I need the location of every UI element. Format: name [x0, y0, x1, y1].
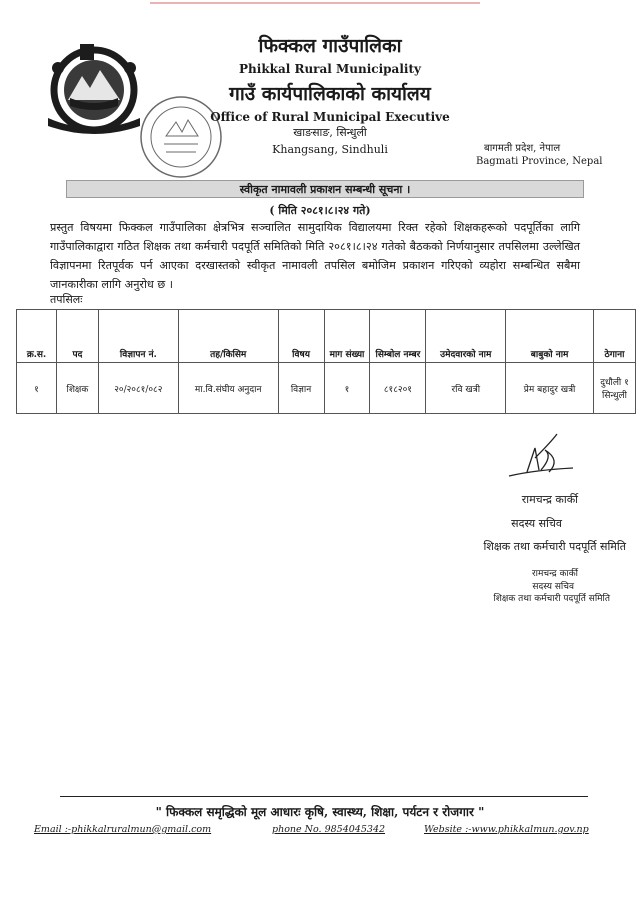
signatory-designation: सदस्य सचिव	[511, 517, 562, 530]
signature-icon	[505, 430, 577, 485]
candidate-table	[16, 309, 636, 414]
province-en: Bagmati Province, Nepal	[476, 156, 603, 167]
stamp-name: रामचन्द्र कार्की	[531, 569, 578, 579]
municipality-name-np: फिक्कल गाउँपालिका	[258, 35, 402, 57]
signatory-committee: शिक्षक तथा कर्मचारी पदपूर्ति समिति	[483, 540, 626, 553]
column-header: क्र.स.	[17, 310, 57, 363]
column-header: उमेदवारको नाम	[426, 310, 506, 363]
tapasil-label: तपसिलः	[50, 293, 83, 306]
table-header-row	[17, 310, 636, 363]
footer-email[interactable]: Email :-phikkalruralmun@gmail.com	[34, 824, 212, 835]
place-np: खाङसाङ, सिन्धुली	[293, 126, 367, 139]
column-header: बाबुको नाम	[506, 310, 594, 363]
footer-divider	[60, 796, 588, 797]
column-header: तह/किसिम	[178, 310, 278, 363]
table-cell: ८१८२०१	[370, 363, 426, 414]
notice-subject: स्वीकृत नामावली प्रकाशन सम्बन्धी सूचना ।	[66, 180, 584, 198]
table-cell: रवि खत्री	[426, 363, 506, 414]
footer-slogan: " फिक्कल समृद्धिको मूल आधारः कृषि, स्वास्थ्य, शिक्षा, पर्यटन र रोजगार "	[155, 805, 485, 819]
footer-website[interactable]: Website :-www.phikkalmun.gov.np	[424, 824, 589, 835]
place-en: Khangsang, Sindhuli	[272, 143, 388, 156]
province-np: बागमती प्रदेश, नेपाल	[484, 143, 561, 154]
notice-body: प्रस्तुत विषयमा फिक्कल गाउँपालिका क्षेत्रभित्र सञ्चालित सामुदायिक विद्यालयमा रिक्त रहेको शिक्षकहरूको पदपूर्तिका लागि गाउँपालिकाद्वारा गठित शिक्षक तथा कर्मचारी पदपूर्ति समितिको मिति २०८१।८।२४ गतेको बैठकको निर्णयानुसार तपसिलमा उल्लेखित विज्ञापनमा रितपूर्वक पर्न आएका दरखास्तको स्वीकृत नामावली तपसिल बमोजिम प्रकाशन गरिएको व्यहोरा सम्बन्धित सबैमा जानकारीका लागि अनुरोध छ ।	[50, 221, 580, 291]
office-name-en: Office of Rural Municipal Executive	[210, 110, 450, 124]
stamp-committee: शिक्षक तथा कर्मचारी पदपूर्ति समिति	[493, 594, 610, 604]
column-header: ठेगाना	[594, 310, 636, 363]
table-row	[17, 363, 636, 414]
table-cell: प्रेम बहादुर खत्री	[506, 363, 594, 414]
column-header: पद	[56, 310, 98, 363]
column-header: विज्ञापन नं.	[98, 310, 178, 363]
notice-date: ( मिति २०८१।८।२४ गते)	[269, 204, 371, 217]
table-cell: दुधौली १ सिन्धुली	[594, 363, 636, 414]
top-border-line	[150, 2, 480, 4]
table-cell: १	[324, 363, 370, 414]
table-cell: मा.वि.संघीय अनुदान	[178, 363, 278, 414]
table-cell: विज्ञान	[278, 363, 324, 414]
office-name-np: गाउँ कार्यपालिकाको कार्यालय	[229, 83, 431, 105]
table-cell: १	[17, 363, 57, 414]
table-cell: २०/२०८१/०८२	[98, 363, 178, 414]
municipality-name-en: Phikkal Rural Municipality	[239, 62, 421, 76]
column-header: विषय	[278, 310, 324, 363]
signatory-name: रामचन्द्र कार्की	[521, 493, 578, 506]
stamp-designation: सदस्य सचिव	[532, 582, 574, 592]
column-header: माग संख्या	[324, 310, 370, 363]
footer-phone: phone No. 9854045342	[272, 824, 386, 835]
table-cell: शिक्षक	[56, 363, 98, 414]
column-header: सिम्बोल नम्बर	[370, 310, 426, 363]
